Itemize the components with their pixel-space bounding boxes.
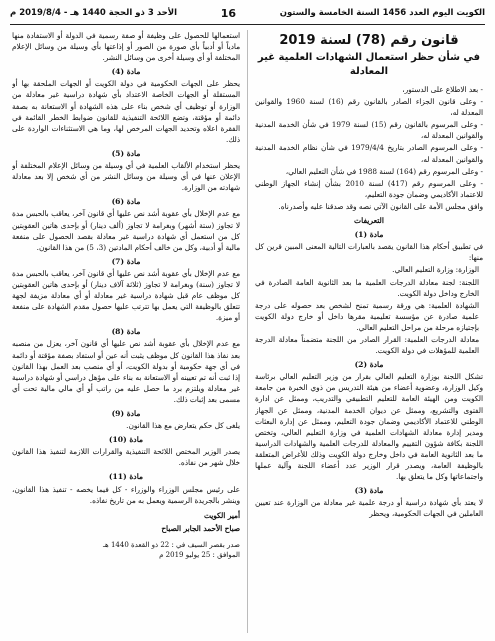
article-9-text: يلغى كل حكم يتعارض مع هذا القانون. [126, 421, 240, 431]
preamble-item: - وعلى المرسوم بالقانون رقم (15) لسنة 1979 في شأن الخدمة المدنية والقوانين المعدلة له، [255, 120, 483, 141]
header-rule [10, 24, 485, 25]
article-2-label: مادة (2) [354, 360, 384, 370]
article-4-text: يحظر على الجهات الحكومية في دولة الكويت أو الجهات الملحقة بها أو المستقلة أو الجهات الخاصة الاعتداد بأي شهادة دراسية غير معادلة من الوزارة أو توظيف أي شخص بناء على هذه الشهادة أو الاستعانة به بصفة دائمة أو مؤقتة، وتضع اللائحة التنفيذية للقانون ضوابط الخطر القائمة في الفقرة اعلاه وتحديد الجهات المرخص لها، وما هي الاستثناءات الواردة على ذلك. [12, 79, 240, 144]
signature-block [12, 510, 240, 534]
law-subtitle: في شأن حظر استعمال الشهادات العلمية غير المعادلة [257, 52, 481, 77]
header-date: الأحد 3 ذو الحجة 1440 هـ - 2019/8/4 م [10, 8, 178, 18]
article-8-label: مادة (8) [111, 327, 141, 337]
preamble-item: - بعد الاطلاع على الدستور، [402, 85, 483, 94]
left-column [12, 30, 240, 635]
article-7-label: مادة (7) [111, 256, 141, 266]
preamble-item: وافق مجلس الأمة على القانون الآتي نصه وقد صدقنا عليه وأصدرناه. [278, 201, 483, 211]
column-divider [247, 30, 248, 633]
preamble-item: - وعلى المرسوم رقم (417) لسنة 2010 بشأن إنشاء الجهاز الوطني للاعتماد الأكاديمي وضمان جودة التعليم، [255, 178, 483, 199]
header-journal: الكويت اليوم العدد 1456 السنة الخامسة والستون [279, 8, 485, 18]
article-9-label: مادة (9) [111, 409, 141, 418]
article-6-text: مع عدم الإخلال بأي عقوبة أشد نص عليها أي قانون آخر، يعاقب بالحبس مدة لا تجاوز (ستة أشهر) وبغرامة لا تجاوز (ألف دينار) أو بإحدى هاتين العقوبتين كل من استعمل أي شهادة دراسية غير معادلة بقصد الحصول على منفعة مالية أو أدبية، وكل من خالف أحكام المادتين (3، 5) من هذا القانون. [12, 209, 240, 252]
article-3-text: لا يعتد بأي شهادة دراسية أو درجة علمية غير معادلة من الوزارة عند تعيين العاملين في الجهات الحكومية، ويحظر [255, 498, 483, 519]
definition-item: الوزارة: وزارة التعليم العالي. [392, 265, 479, 275]
preamble-item: - وعلى المرسوم رقم (164) لسنة 1988 في شأن التعليم العالي، [285, 166, 483, 176]
article-7-text: مع عدم الإخلال بأي عقوبة أشد نص عليها أي قانون آخر، يعاقب بالحبس مدة لا تجاوز (سنة) وبغرامة لا تجاوز (ثلاثة آلاف دينار) أو بإحدى هاتين العقوبتين كل موظف عام قبل شهادة دراسية غير معادلة أو أي معادلة مزيفة لجهة تتعلق بالوظيفة التي يعمل بها تترتب عليها حصول مقدم الشهادة على منفعة أو ميزة. [12, 268, 240, 323]
article-11-label: مادة (11) [108, 472, 144, 482]
law-title: قانون رقم (78) لسنة 2019 [279, 33, 459, 48]
right-column [255, 30, 483, 635]
article-5-label: مادة (5) [111, 148, 141, 158]
definition-item: الشهادة العلمية: هي ورقة رسمية تمنح لشخص بعد حصوله على درجة علمية صادرة عن مؤسسة تعليمية مقرها داخل أو خارج دولة الكويت بإجتيازه مرحلة من مراحل التعليم العالي. [255, 300, 479, 332]
definition-item: معادلة الدرجات العلمية: القرار الصادر من اللجنة متضمناً معادلة الدرجة العلمية للمؤهلات في دولة الكويت. [255, 334, 479, 356]
article-3-continuation: استعمالها للحصول على وظيفة أو صفة رسمية في الدولة أو الاستفادة منها مادياً أو أدبياً بأي صورة من الصور أو إذاعتها بأي وسيلة من وسائل الإعلام المختلفة أو أي وسيلة أخرى من وسائل النشر. [12, 31, 240, 63]
article-1-intro: في تطبيق أحكام هذا القانون يقصد بالعبارات التالية المعنى المبين قرين كل منها: [255, 242, 483, 263]
emir-title: أمير الكويت [204, 510, 240, 520]
preamble-item: - وعلى المرسوم الصادر بتاريخ 1979/4/4 في شأن نظام الخدمة المدنية والقوانين المعدلة له، [255, 143, 483, 164]
article-2-text: تشكل اللجنة بوزارة التعليم العالي بقرار من وزير التعليم العالي برئاسة وكيل الوزارة، وعضوية أعضاء من هيئة التدريس من ذوي الخبرة من جامعة الكويت ومن الهيئة العامة للتعليم التطبيقي والتدريب، وممثل عن ادارة الفتوى والتشريع، وممثل عن ديوان الخدمة المدنية، وممثل عن الجهاز الوطني للاعتماد الأكاديمي وضمان جودة التعليم، وممثل عن إدارة البعثات ومدير إدارة معادلة الشهادات العلمية في وزارة التعليم العالي، وتختص اللجنة بكافة شؤون التقييم والمعادلة للدرجات العلمية والشهادات الدراسية ما بعد الثانوية العامة في داخل وخارج دولة الكويت وذلك للأغراض المتعلقة بالوظيفة العامة، ويصدر قرار الوزير عدد أعضاء اللجنة وآلية عملها واجتماعاتها وكل ما يتعلق بها. [255, 372, 483, 482]
article-1-label: مادة (1) [354, 230, 384, 240]
article-10-label: مادة (10) [108, 435, 144, 445]
page-number: 16 [220, 6, 237, 20]
article-3-label: مادة (3) [354, 486, 384, 496]
article-4-label: مادة (4) [111, 67, 141, 77]
article-10-text: يصدر الوزير المختص اللائحة التنفيذية والقرارات اللازمة لتنفيذ هذا القانون خلال شهر من نفاذه. [12, 447, 240, 468]
issue-details [12, 540, 240, 560]
preamble-item: - وعلى قانون الجزاء الصادر بالقانون رقم (16) لسنة 1960 والقوانين المعدلة له، [255, 97, 483, 118]
definition-item: اللجنة: لجنة معادلة الدرجات العلمية ما بعد الثانوية العامة الصادرة في الخارج وداخل دولة الكويت. [255, 277, 479, 298]
article-11-text: على رئيس مجلس الوزراء والوزراء - كل فيما يخصه - تنفيذ هذا القانون، وينشر بالجريدة الرسمية ويعمل به من تاريخ نفاذه. [12, 484, 240, 505]
issued-gregorian: الموافق : 25 يوليو 2019 م [159, 550, 240, 559]
definitions-heading: التعريفات [354, 216, 384, 226]
issued-hijri: صدر بقصر السيف في : 22 ذو القعدة 1440 هـ [103, 540, 240, 549]
article-6-label: مادة (6) [111, 197, 141, 207]
emir-name: صباح الأحمد الجابر الصباح [161, 523, 240, 533]
article-5-text: يحظر استخدام الألقاب العلمية في أي وسيلة من وسائل الإعلام المختلفة أو الإعلان عنها في أي وسيلة من وسائل النشر من أي شخص إلا بعد معادلة شهادته من الوزارة. [12, 161, 240, 193]
article-8-text: مع عدم الإخلال بأي عقوبة أشد نص عليها أي قانون آخر، يعزل من منصبه بعد نفاذ هذا القانون كل موظف يثبت أنه عين أو استفاد بصفة مؤقتة أو دائمة في أي جهة حكومية أو بدولة الكويت، أو أي منصب بعد العمل بهذا القانون إذا ثبت أنه تم تعيينه أو الاستعانة به بناء على مؤهل دراسي أو شهادة دراسية غير معادلة ويلتزم برد ما حصل عليه من راتب أو أي مالي مالية تحت أي مسمى بعد إثبات ذلك. [12, 339, 240, 404]
page-header [10, 4, 485, 22]
